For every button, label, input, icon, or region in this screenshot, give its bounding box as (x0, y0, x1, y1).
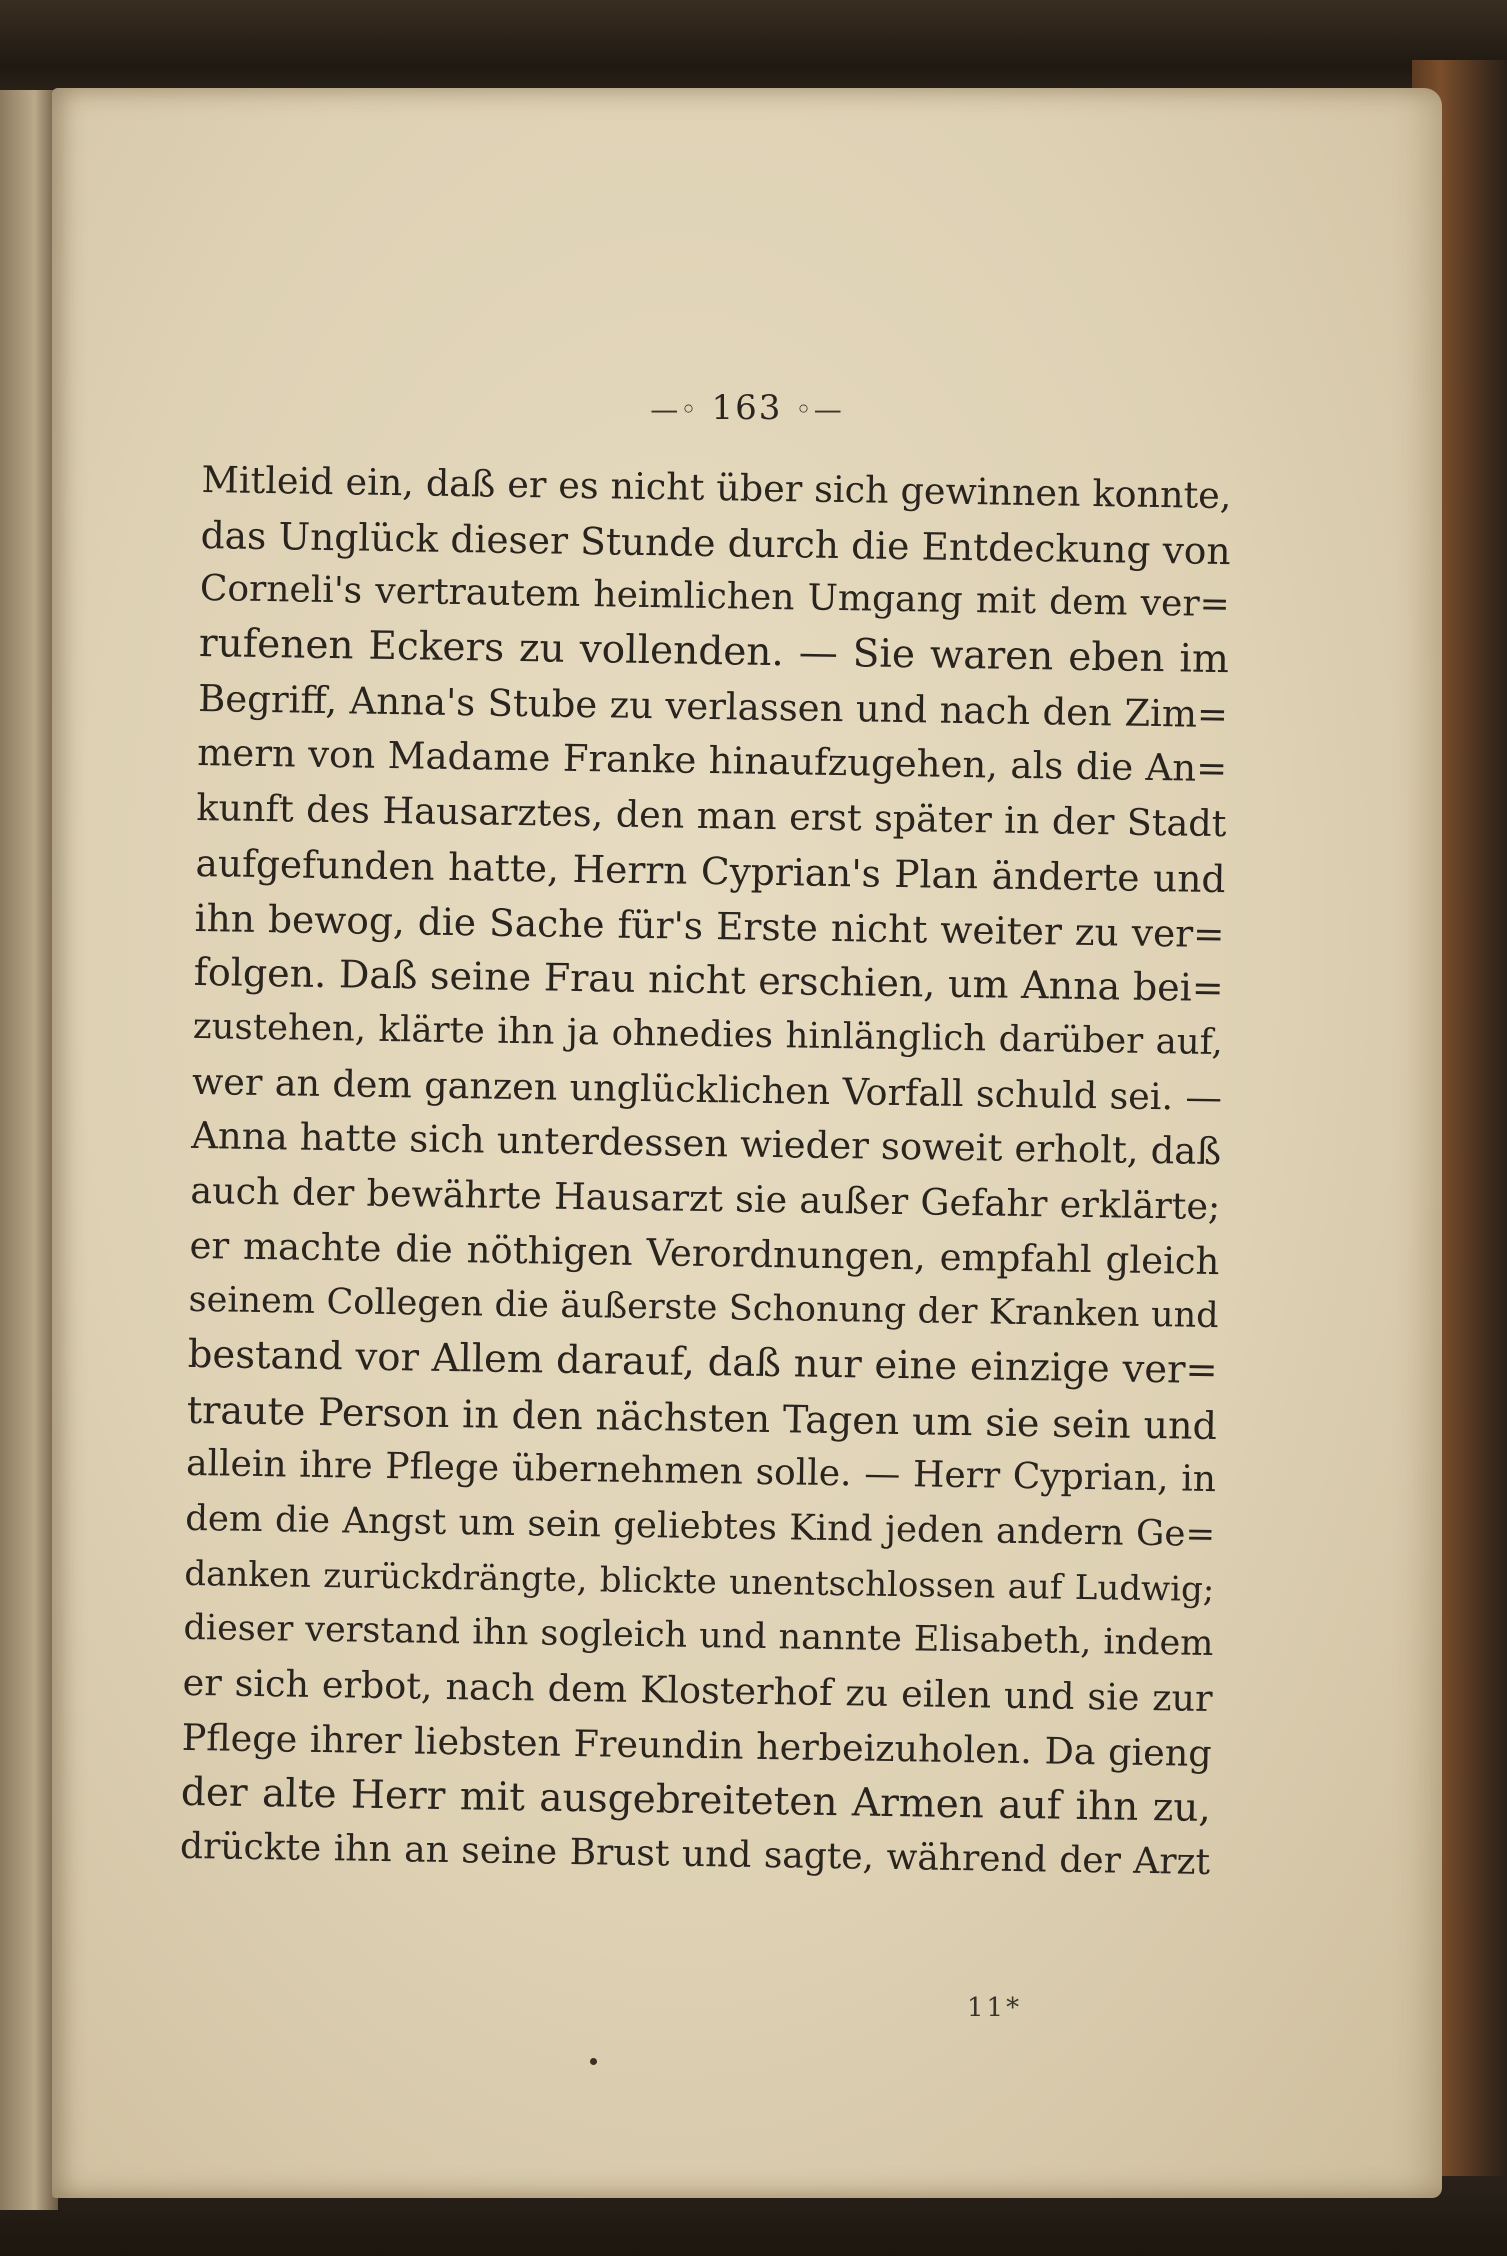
text-line: allein ihre Pflege übernehmen solle. — Herr Cyprian, in (185, 1443, 1217, 1501)
text-line: bestand vor Allem darauf, daß nur eine einzige ver= (187, 1331, 1219, 1394)
header-ornament-right: ◦— (795, 393, 844, 426)
text-line: Begriff, Anna's Stube zu verlassen und nach den Zim= (197, 676, 1229, 736)
page-header (52, 388, 1442, 428)
text-line: traute Person in den nächsten Tagen um sie sein und (186, 1387, 1218, 1448)
page-number: 163 (711, 388, 783, 428)
text-line: Pflege ihrer liebsten Freundin herbeizuholen. Da gieng (181, 1715, 1213, 1775)
text-line: drückte ihn an seine Brust und sagte, während der Arzt (179, 1826, 1211, 1884)
book-page (52, 88, 1442, 2198)
text-line: kunft des Hausarztes, den man erst später in der Stadt (196, 786, 1227, 846)
header-ornament-left: —◦ (650, 393, 699, 426)
text-line: zustehen, klärte ihn ja ohnedies hinlänglich darüber auf, (192, 1005, 1224, 1063)
text-line: dem die Angst um sein geliebtes Kind jeden andern Ge= (184, 1497, 1216, 1556)
text-line: er machte die nöthigen Verordnungen, empfahl gleich (189, 1223, 1220, 1283)
text-line: ihn bewog, die Sache für's Erste nicht weiter zu ver= (194, 895, 1225, 956)
text-line: Anna hatte sich unterdessen wieder soweit erholt, daß (190, 1114, 1222, 1174)
text-line: Corneli's vertrautem heimlichen Umgang mit dem ver= (199, 568, 1231, 626)
text-line: wer an dem ganzen unglücklichen Vorfall schuld sei. — (191, 1059, 1223, 1119)
text-line: danken zurückdrängte, blickte unentschlossen auf Ludwig; (184, 1553, 1215, 1610)
text-line: aufgefunden hatte, Herrn Cyprian's Plan änderte und (195, 840, 1226, 901)
paper-speck (590, 2058, 597, 2065)
body-text (180, 453, 1232, 1891)
previous-page-edge (0, 90, 58, 2210)
text-line: rufenen Eckers zu vollenden. — Sie waren eben im (198, 621, 1230, 683)
text-line: dieser verstand ihn sogleich und nannte Elisabeth, indem (183, 1608, 1214, 1665)
text-line: seinem Collegen die äußerste Schonung der Kranken und (188, 1280, 1219, 1337)
text-line: mern von Madame Franke hinaufzugehen, als die An= (196, 731, 1228, 791)
signature-mark: 11* (967, 1993, 1023, 2023)
book-cover-top-edge (0, 0, 1507, 95)
text-line: er sich erbot, nach dem Klosterhof zu eilen und sie zur (182, 1660, 1213, 1721)
text-line: Mitleid ein, daß er es nicht über sich gewinnen konnte, (201, 457, 1232, 518)
text-line: auch der bewährte Hausarzt sie außer Gefahr erklärte; (190, 1168, 1221, 1229)
text-line: das Unglück dieser Stunde durch die Entdeckung von (200, 512, 1231, 573)
text-line: folgen. Daß seine Frau nicht erschien, um Anna bei= (193, 950, 1225, 1011)
text-line: der alte Herr mit ausgebreiteten Armen auf ihn zu, (180, 1769, 1212, 1831)
